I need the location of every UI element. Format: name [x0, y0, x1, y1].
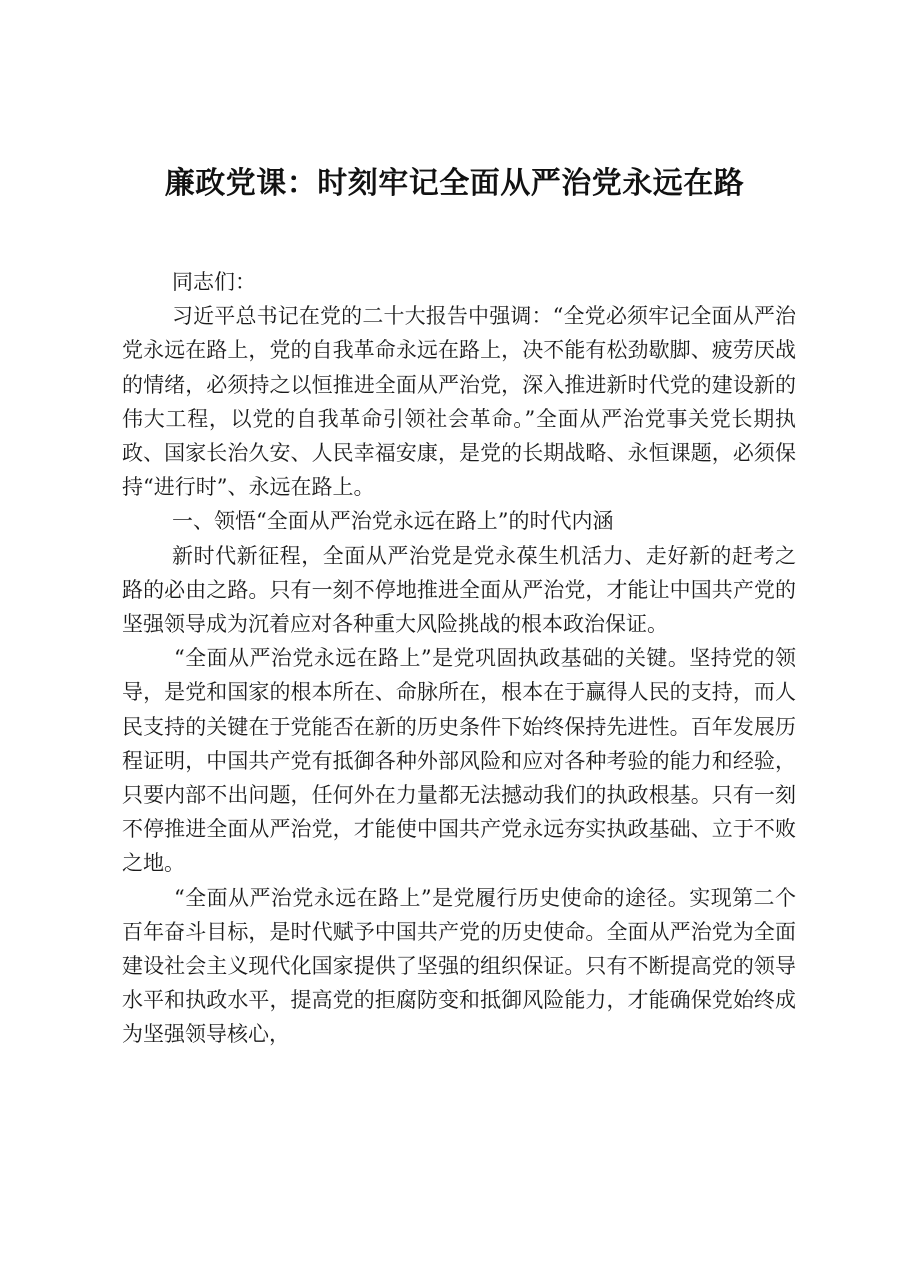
intro-paragraph: 习近平总书记在党的二十大报告中强调：“全党必须牢记全面从严治党永远在路上，党的自我革命永远在路上，决不能有松劲歇脚、疲劳厌战的情绪，必须持之以恒推进全面从严治党，深入推进新时代党的建设新的伟大工程，以党的自我革命引领社会革命。”全面从严治党事关党长期执政、国家长治久安、人民幸福安康，是党的长期战略、永恒课题，必须保持“进行时”、永远在路上。 — [122, 304, 796, 500]
body-paragraph: “全面从严治党永远在路上”是党巩固执政基础的关键。坚持党的领导，是党和国家的根本所在、命脉所在，根本在于赢得人民的支持，而人民支持的关键在于党能否在新的历史条件下始终保持先进性。百年发展历程证明，中国共产党有抵御各种外部风险和应对各种考验的能力和经验，只要内部不出问题，任何外在力量都无法撼动我们的执政根基。只有一刻不停推进全面从严治党，才能使中国共产党永远夯实执政基础、立于不败之地。 — [122, 646, 796, 876]
document-title: 廉政党课：时刻牢记全面从严治党永远在路 — [164, 166, 745, 201]
body-paragraph: “全面从严治党永远在路上”是党履行历史使命的途径。实现第二个百年奋斗目标，是时代赋予中国共产党的历史使命。全面从严治党为全面建设社会主义现代化国家提供了坚强的组织保证。只有不断提高党的领导水平和执政水平，提高党的拒腐防变和抵御风险能力，才能确保党始终成为坚强领导核心， — [122, 885, 796, 1047]
section-heading: 一、领悟“全面从严治党永远在路上”的时代内涵 — [172, 509, 614, 534]
document-body — [122, 265, 796, 1052]
salutation-paragraph: 同志们： — [172, 270, 256, 294]
body-paragraph: 新时代新征程，全面从严治党是党永葆生机活力、走好新的赶考之路的必由之路。只有一刻不停地推进全面从严治党，才能让中国共产党的坚强领导成为沉着应对各种重大风险挑战的根本政治保证。 — [122, 543, 796, 637]
